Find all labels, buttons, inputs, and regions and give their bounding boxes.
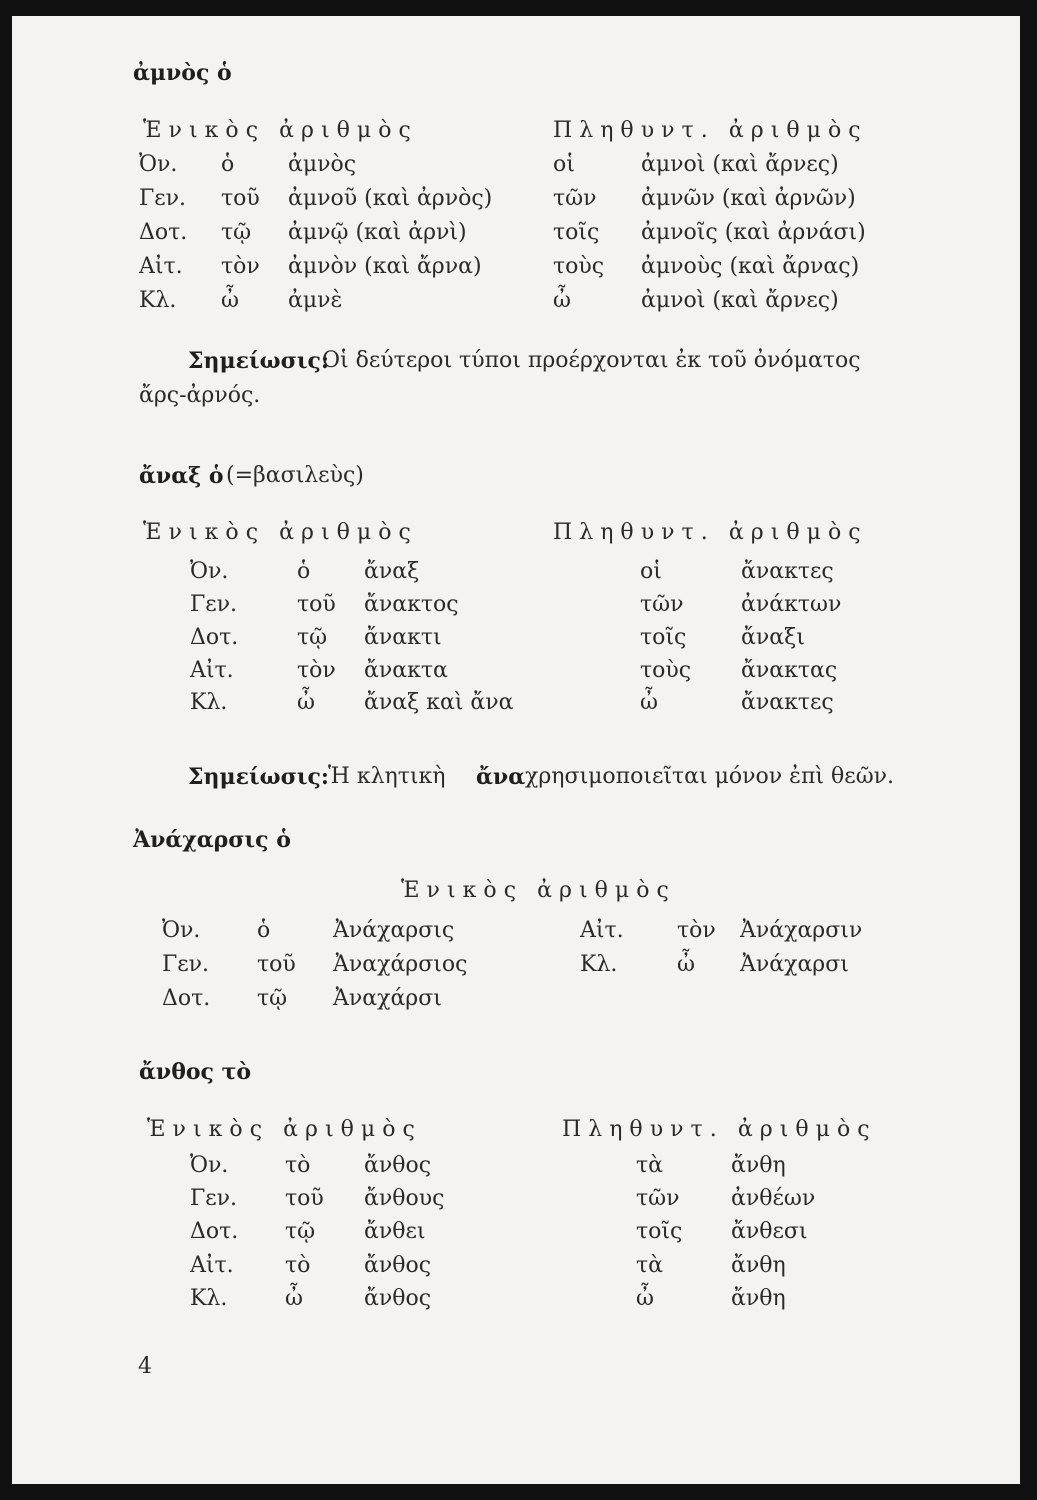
form-singular: ἀμνὲ (288, 288, 343, 313)
singular-header: Ἑνικὸς ἀριθμὸς (143, 520, 418, 545)
form-plural: ἄνθη (731, 1286, 786, 1311)
case-label: Κλ. (139, 288, 177, 313)
form-plural: ἄνθη (731, 1253, 786, 1278)
article-plural: οἱ (640, 559, 662, 584)
headword: ἄνθος τὸ (139, 1059, 252, 1085)
case-label: Δοτ. (190, 625, 239, 650)
form: Ἀνάχαρσιν (740, 918, 863, 943)
plural-header: Πληθυντ. ἀριθμὸς (553, 118, 868, 143)
form-plural: ἀνθέων (731, 1186, 816, 1211)
form-singular: ἄναξ καὶ ἄνα (364, 690, 514, 715)
article: τὸν (677, 918, 716, 943)
plural-header: Πληθυντ. ἀριθμὸς (553, 520, 868, 545)
form-singular: ἄνακτος (364, 592, 459, 617)
singular-header: Ἑνικὸς ἀριθμὸς (401, 878, 676, 903)
article-plural: τὰ (636, 1253, 664, 1278)
form-singular: ἀμνοῦ (καὶ ἀρνὸς) (288, 186, 493, 211)
article-singular: τοῦ (285, 1186, 324, 1211)
case-label: Δοτ. (139, 220, 188, 245)
article-plural: ὦ (640, 690, 658, 715)
form-plural: ἄναξι (741, 625, 805, 650)
case-label: Ὀν. (139, 152, 178, 177)
article-plural: τοῖς (640, 625, 687, 650)
note-label: Σημείωσις: (188, 348, 330, 374)
case-label: Γεν. (190, 592, 238, 617)
form-singular: ἄνθος (364, 1153, 432, 1178)
article-singular: ὁ (221, 152, 235, 177)
case-label: Κλ. (190, 1286, 228, 1311)
article-singular: ὁ (297, 559, 311, 584)
form: Ἀναχάρσι (333, 986, 442, 1011)
singular-header: Ἑνικὸς ἀριθμὸς (143, 118, 418, 143)
form-plural: ἀμνῶν (καὶ ἀρνῶν) (641, 186, 856, 211)
form-singular: ἄνακτα (364, 658, 448, 683)
case-label: Γεν. (190, 1186, 238, 1211)
form-plural: ἀμνοὺς (καὶ ἄρνας) (641, 254, 860, 279)
form-plural: ἀμνοὶ (καὶ ἄρνες) (641, 152, 839, 177)
case-label: Κλ. (580, 952, 618, 977)
form-singular: ἄνθος (364, 1286, 432, 1311)
page-number: 4 (138, 1354, 152, 1379)
article: ὦ (677, 952, 695, 977)
form-singular: ἀμνῷ (καὶ ἀρνὶ) (288, 220, 467, 245)
note-text-continued: ἄρς-ἀρνός. (139, 383, 261, 408)
case-label: Γεν. (139, 186, 187, 211)
article-plural: τοῖς (553, 220, 600, 245)
article-singular: τοῦ (297, 592, 336, 617)
article-plural: ὦ (553, 288, 571, 313)
note-text: Ἡ κλητικὴ (328, 764, 446, 789)
case-label: Αἰτ. (190, 658, 234, 683)
form-singular: ἄνακτι (364, 625, 442, 650)
article-singular: τὸ (285, 1253, 311, 1278)
article-plural: τὰ (636, 1153, 664, 1178)
article: τοῦ (257, 952, 296, 977)
form-singular: ἄνθει (364, 1219, 426, 1244)
article-plural: τοὺς (553, 254, 605, 279)
article-plural: τῶν (553, 186, 597, 211)
form-singular: ἀμνὸς (288, 152, 357, 177)
case-label: Γεν. (162, 952, 210, 977)
article-singular: ὦ (221, 288, 239, 313)
case-label: Αἰτ. (580, 918, 624, 943)
form-singular: ἄνθους (364, 1186, 445, 1211)
note-emphasis: ἄνα (476, 764, 526, 790)
article-singular: τῷ (285, 1219, 316, 1244)
case-label: Δοτ. (162, 986, 211, 1011)
headword-gloss: (=βασιλεὺς) (226, 463, 364, 488)
article-singular: ὦ (297, 690, 315, 715)
form: Ἀνάχαρσι (740, 952, 849, 977)
article-plural: τῶν (640, 592, 684, 617)
form-plural: ἄνθεσι (731, 1219, 808, 1244)
article-plural: τοῖς (636, 1219, 683, 1244)
form-singular: ἄνθος (364, 1253, 432, 1278)
article-plural: οἱ (553, 152, 575, 177)
article-singular: τὸν (297, 658, 336, 683)
note-label: Σημείωσις: (188, 764, 330, 790)
form-plural: ἀνάκτων (741, 592, 842, 617)
form-singular: ἄναξ (364, 559, 420, 584)
form-plural: ἄνακτας (741, 658, 838, 683)
article-plural: τοὺς (640, 658, 692, 683)
note-text: Οἱ δεύτεροι τύποι προέρχονται ἐκ τοῦ ὀνόματος (322, 348, 861, 373)
article-singular: τῷ (221, 220, 252, 245)
article-singular: τὸ (285, 1153, 311, 1178)
case-label: Ὀν. (162, 918, 201, 943)
case-label: Αἰτ. (139, 254, 183, 279)
form: Ἀναχάρσιος (333, 952, 468, 977)
form-plural: ἀμνοὶ (καὶ ἄρνες) (641, 288, 839, 313)
article-singular: τὸν (221, 254, 260, 279)
case-label: Ὀν. (190, 559, 229, 584)
headword: ἄναξ ὁ (139, 463, 224, 489)
article-plural: ὦ (636, 1286, 654, 1311)
form-plural: ἄνακτες (741, 690, 834, 715)
case-label: Κλ. (190, 690, 228, 715)
form-plural: ἄνθη (731, 1153, 786, 1178)
form-singular: ἀμνὸν (καὶ ἄρνα) (288, 254, 482, 279)
article-singular: τῷ (297, 625, 328, 650)
form-plural: ἄνακτες (741, 559, 834, 584)
article-singular: τοῦ (221, 186, 260, 211)
article: τῷ (257, 986, 288, 1011)
plural-header: Πληθυντ. ἀριθμὸς (562, 1117, 877, 1142)
note-text-tail: χρησιμοποιεῖται μόνον ἐπὶ θεῶν. (525, 764, 894, 789)
headword: Ἀνάχαρσις ὁ (133, 827, 291, 853)
form-plural: ἀμνοῖς (καὶ ἀρνάσι) (641, 220, 866, 245)
case-label: Ὀν. (190, 1153, 229, 1178)
article-plural: τῶν (636, 1186, 680, 1211)
form: Ἀνάχαρσις (333, 918, 455, 943)
case-label: Δοτ. (190, 1219, 239, 1244)
singular-header: Ἑνικὸς ἀριθμὸς (147, 1117, 422, 1142)
article: ὁ (257, 918, 271, 943)
case-label: Αἰτ. (190, 1253, 234, 1278)
headword: ἀμνὸς ὁ (133, 60, 232, 86)
article-singular: ὦ (285, 1286, 303, 1311)
